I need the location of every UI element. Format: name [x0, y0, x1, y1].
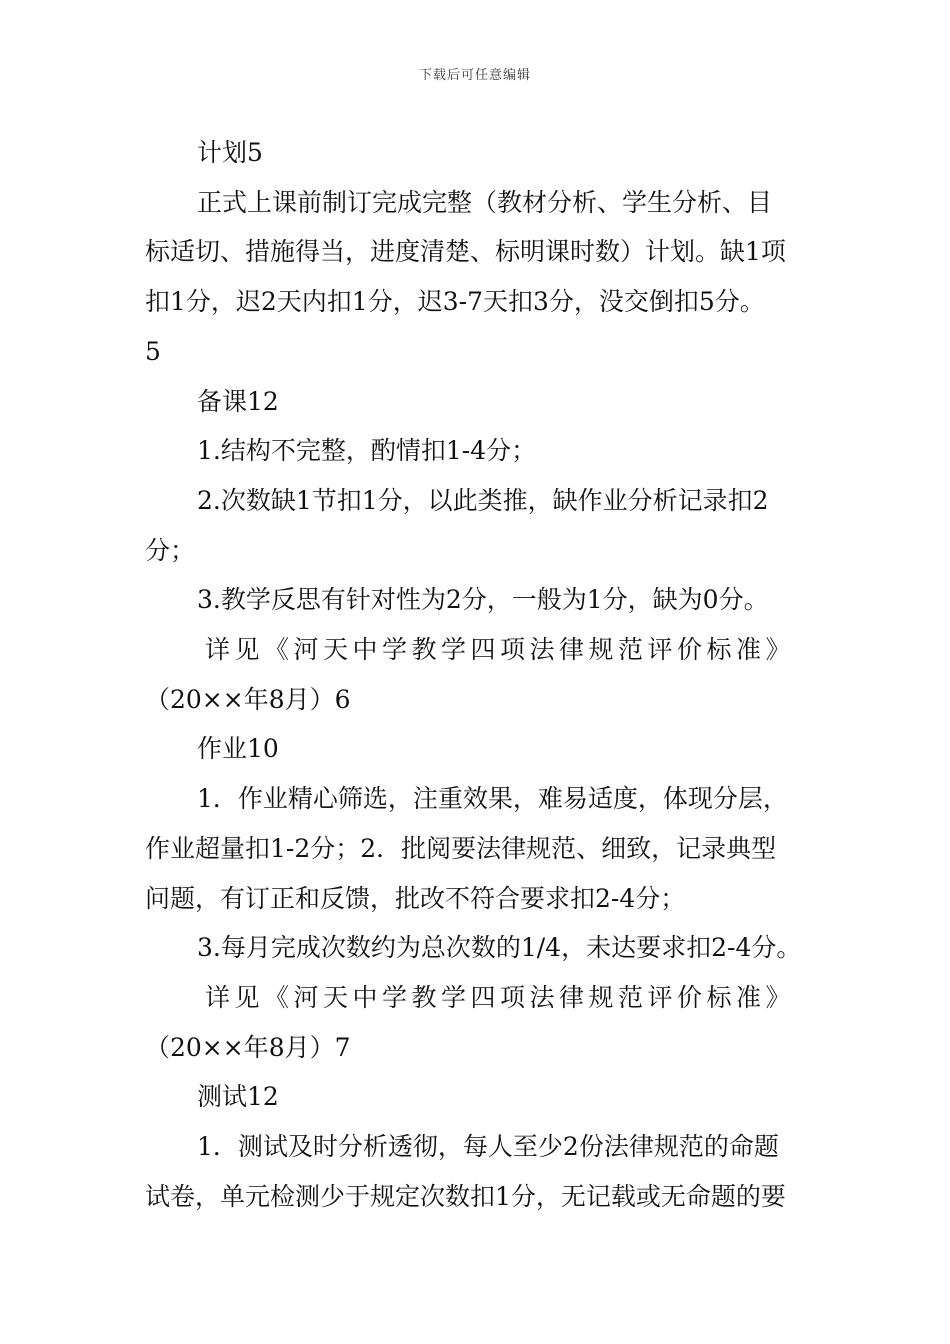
reference-line: 详见《河天中学教学四项法律规范评价标准》	[205, 635, 796, 665]
reference-line: 详见《河天中学教学四项法律规范评价标准》	[205, 982, 796, 1012]
paragraph-line: 5	[145, 336, 161, 366]
section-title-plan: 计划5	[197, 138, 263, 167]
paragraph-line: 分；	[145, 535, 196, 565]
paragraph-line: 1．作业精心筛选，注重效果，难易适度，体现分层，	[197, 784, 788, 814]
paragraph-line: 扣1分，迟2天内扣1分，迟3-7天扣3分，没交倒扣5分。	[145, 287, 765, 317]
paragraph-line: 作业超量扣1-2分；2．批阅要法律规范、细致，记录典型	[145, 833, 777, 863]
paragraph-line: 1.结构不完整，酌情扣1-4分；	[197, 436, 537, 466]
section-title-test: 测试12	[197, 1082, 279, 1112]
paragraph-line: 正式上课前制订完成完整（教材分析、学生分析、目	[197, 187, 773, 217]
paragraph-line: 问题，有订正和反馈，批改不符合要求扣2-4分；	[145, 883, 686, 913]
reference-date-line: （20××年8月）7	[145, 1032, 351, 1062]
page-header: 下载后可任意编辑	[418, 68, 531, 83]
paragraph-line: 试卷，单元检测少于规定次数扣1分，无记载或无命题的要	[145, 1181, 786, 1211]
paragraph-line: 标适切、措施得当，进度清楚、标明课时数）计划。缺1项	[145, 237, 786, 267]
reference-date-line: （20××年8月）6	[145, 684, 351, 714]
paragraph-line: 3.每月完成次数约为总次数的1/4，未达要求扣2-4分。	[197, 933, 802, 963]
paragraph-line: 2.次数缺1节扣1分，以此类推，缺作业分析记录扣2	[197, 485, 769, 515]
paragraph-line: 1．测试及时分析透彻，每人至少2份法律规范的命题	[197, 1132, 779, 1162]
document-body	[145, 128, 810, 1221]
section-title-lesson-prep: 备课12	[197, 386, 279, 416]
section-title-homework: 作业10	[197, 734, 279, 764]
paragraph-line: 3.教学反思有针对性为2分，一般为1分，缺为0分。	[197, 585, 769, 615]
